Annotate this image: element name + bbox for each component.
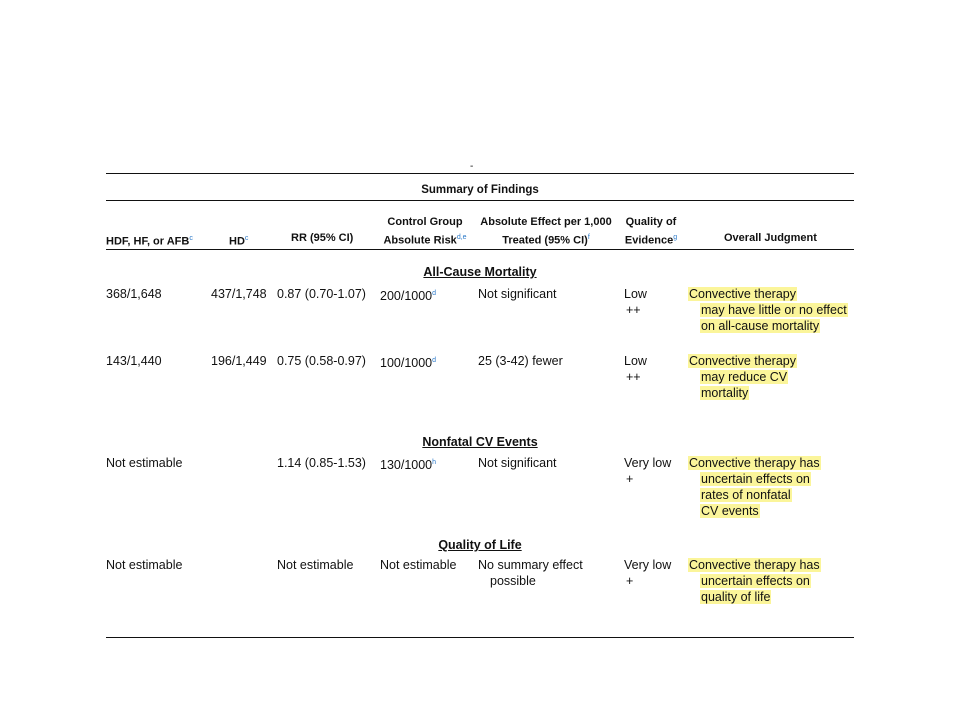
cell-quality: Low ++ xyxy=(624,287,647,317)
header-rule xyxy=(106,249,854,250)
cell-quality: Very low + xyxy=(624,558,672,588)
header-control-risk: Control Group Absolute Risk$^{d,e}$ xyxy=(383,216,467,247)
header-hd: $HD^c$ xyxy=(229,235,249,248)
top-mark: - xyxy=(470,161,474,172)
cell-quality: Very low + xyxy=(624,456,672,486)
cell-effect: Not significant xyxy=(478,456,557,470)
cell-rr: 1.14 (0.85-1.53) xyxy=(277,456,366,470)
header-absolute-effect: Absolute Effect per 1,000 Treated (95% CI)$^f$ xyxy=(480,216,612,247)
cell-judgment: Convective therapy has uncertain effects on quality of life xyxy=(689,558,820,604)
cell-effect: 25 (3-42) fewer xyxy=(478,354,563,368)
section-title: Nonfatal CV Events xyxy=(422,435,538,449)
cell-rr: 0.87 (0.70-1.07) xyxy=(277,287,366,301)
cell-judgment: Convective therapy may have little or no effect on all-cause mortality xyxy=(689,287,847,333)
cell-risk: Not estimable xyxy=(380,558,457,572)
cell-quality: Low ++ xyxy=(624,354,647,384)
cell-hd: 437/1,748 xyxy=(211,287,267,301)
cell-risk: 130/1000$^h$ xyxy=(380,458,437,473)
section-title: Quality of Life xyxy=(438,538,522,552)
section-title: All-Cause Mortality xyxy=(423,265,537,279)
cell-hdf: Not estimable xyxy=(106,558,183,572)
top-rule xyxy=(106,173,854,174)
cell-judgment: Convective therapy may reduce CV mortality xyxy=(689,354,797,400)
cell-risk: 200/1000$^d$ xyxy=(380,289,437,304)
cell-hdf: 368/1,648 xyxy=(106,287,162,301)
cell-hd: 196/1,449 xyxy=(211,354,267,368)
cell-risk: 100/1000$^d$ xyxy=(380,356,437,371)
header-rr: RR (95% CI) xyxy=(291,232,354,244)
cell-effect: No summary effect possible xyxy=(478,558,583,588)
cell-effect: Not significant xyxy=(478,287,557,301)
cell-rr: 0.75 (0.58-0.97) xyxy=(277,354,366,368)
cell-judgment: Convective therapy has uncertain effects on rates of nonfatal CV events xyxy=(689,456,820,518)
cell-hdf: Not estimable xyxy=(106,456,183,470)
cell-rr: Not estimable xyxy=(277,558,354,572)
header-judgment: Overall Judgment xyxy=(724,232,817,244)
cell-hdf: 143/1,440 xyxy=(106,354,162,368)
header-hdf: HDF, HF, or AFB$^c$ xyxy=(106,235,193,248)
table-title: Summary of Findings xyxy=(421,184,539,196)
title-rule xyxy=(106,200,854,201)
header-quality: Quality of Evidence$^g$ xyxy=(624,216,678,247)
bottom-rule xyxy=(106,637,854,638)
